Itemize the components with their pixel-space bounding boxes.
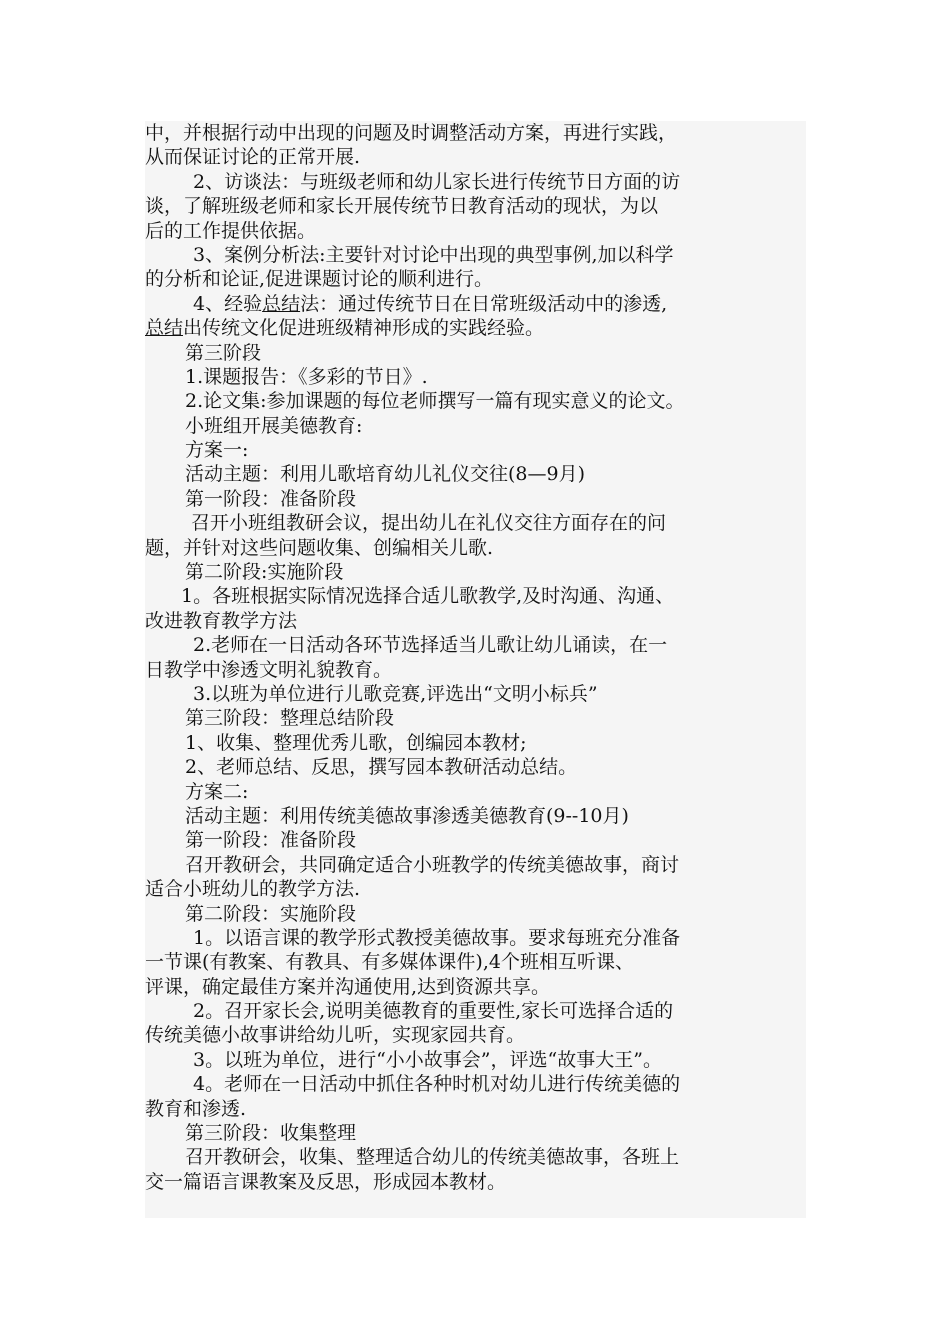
text-line: 谈，了解班级老师和家长开展传统节日教育活动的现状，为以: [145, 195, 659, 218]
text-line: 2、老师总结、反思，撰写园本教研活动总结。: [185, 756, 578, 779]
text-line: 3、案例分析法:主要针对讨论中出现的典型事例,加以科学: [193, 243, 674, 266]
text-line: 第一阶段：准备阶段: [185, 487, 357, 510]
text-line: 后的工作提供依据。: [145, 219, 317, 242]
document-body: [145, 121, 806, 1194]
text-line: 活动主题：利用传统美德故事渗透美德教育(9--10月): [185, 804, 629, 827]
text-line: 第一阶段：准备阶段: [185, 829, 357, 852]
line-text-after: 法：通过传统节日在日常班级活动中的渗透,: [300, 292, 668, 315]
text-line: 1。以语言课的教学形式教授美德故事。要求每班充分准备: [193, 926, 681, 949]
text-line: [145, 292, 806, 316]
text-line: 1、收集、整理优秀儿歌，创编园本教材;: [185, 731, 527, 754]
line-text-before: 4、经验: [193, 292, 263, 315]
text-line: 交一篇语言课教案及反思，形成园本教材。: [145, 1170, 507, 1193]
text-line: 2。召开家长会,说明美德教育的重要性,家长可选择合适的: [193, 1000, 674, 1023]
text-line: 改进教育教学方法: [145, 609, 298, 632]
text-line: [145, 316, 806, 340]
text-line: 中，并根据行动中出现的问题及时调整活动方案，再进行实践，: [145, 122, 678, 144]
text-line: 题，并针对这些问题收集、创编相关儿歌.: [145, 536, 494, 559]
underlined-term: 总结: [262, 292, 301, 315]
text-line: 1。各班根据实际情况选择合适儿歌教学,及时沟通、沟通、: [181, 585, 675, 608]
text-line: 方案一:: [185, 439, 249, 462]
text-line: 传统美德小故事讲给幼儿听，实现家园共育。: [145, 1024, 526, 1047]
text-line: 2.论文集:参加课题的每位老师撰写一篇有现实意义的论文。: [185, 390, 685, 413]
line-text-after: 出传统文化促进班级精神形成的实践经验。: [183, 317, 545, 340]
text-line: 第三阶段：整理总结阶段: [185, 707, 395, 730]
text-line: 方案二:: [185, 780, 249, 803]
text-line: 适合小班幼儿的教学方法.: [145, 878, 361, 901]
text-line: 第二阶段:实施阶段: [185, 561, 344, 584]
text-line: 3.以班为单位进行儿歌竞赛,评选出“文明小标兵”: [193, 682, 598, 705]
text-line: 3。以班为单位，进行“小小故事会”，评选“故事大王”。: [193, 1048, 662, 1071]
text-line: 第三阶段: [185, 341, 262, 364]
text-line: 召开教研会，共同确定适合小班教学的传统美德故事，商讨: [185, 853, 680, 876]
text-line: 评课，确定最佳方案并沟通使用,达到资源共享。: [145, 975, 551, 998]
text-line: 教育和渗透.: [145, 1097, 247, 1120]
text-line: 2、访谈法：与班级老师和幼儿家长进行传统节日方面的访: [193, 170, 681, 193]
text-line: 1.课题报告：《多彩的节日》.: [185, 365, 428, 388]
text-line: 第三阶段：收集整理: [185, 1122, 357, 1145]
underlined-term: 总结: [145, 317, 184, 340]
text-line: 召开教研会，收集、整理适合幼儿的传统美德故事，各班上: [185, 1146, 680, 1169]
text-line: 小班组开展美德教育:: [185, 414, 363, 437]
text-line: 2.老师在一日活动各环节选择适当儿歌让幼儿诵读，在一: [193, 634, 668, 657]
text-line: 从而保证讨论的正常开展.: [145, 146, 361, 169]
text-line: 活动主题：利用儿歌培育幼儿礼仪交往(8—9月): [185, 463, 586, 486]
text-line: 召开小班组教研会议，提出幼儿在礼仪交往方面存在的问: [191, 512, 667, 535]
document-page: [145, 121, 806, 1218]
text-line: 第二阶段：实施阶段: [185, 902, 357, 925]
text-line: 的分析和论证,促进课题讨论的顺利进行。: [145, 268, 494, 291]
text-line: 一节课(有教案、有教具、有多媒体课件),4个班相互听课、: [145, 951, 634, 974]
text-line: 日教学中渗透文明礼貌教育。: [145, 658, 393, 681]
text-line: 4。老师在一日活动中抓住各种时机对幼儿进行传统美德的: [193, 1073, 681, 1096]
